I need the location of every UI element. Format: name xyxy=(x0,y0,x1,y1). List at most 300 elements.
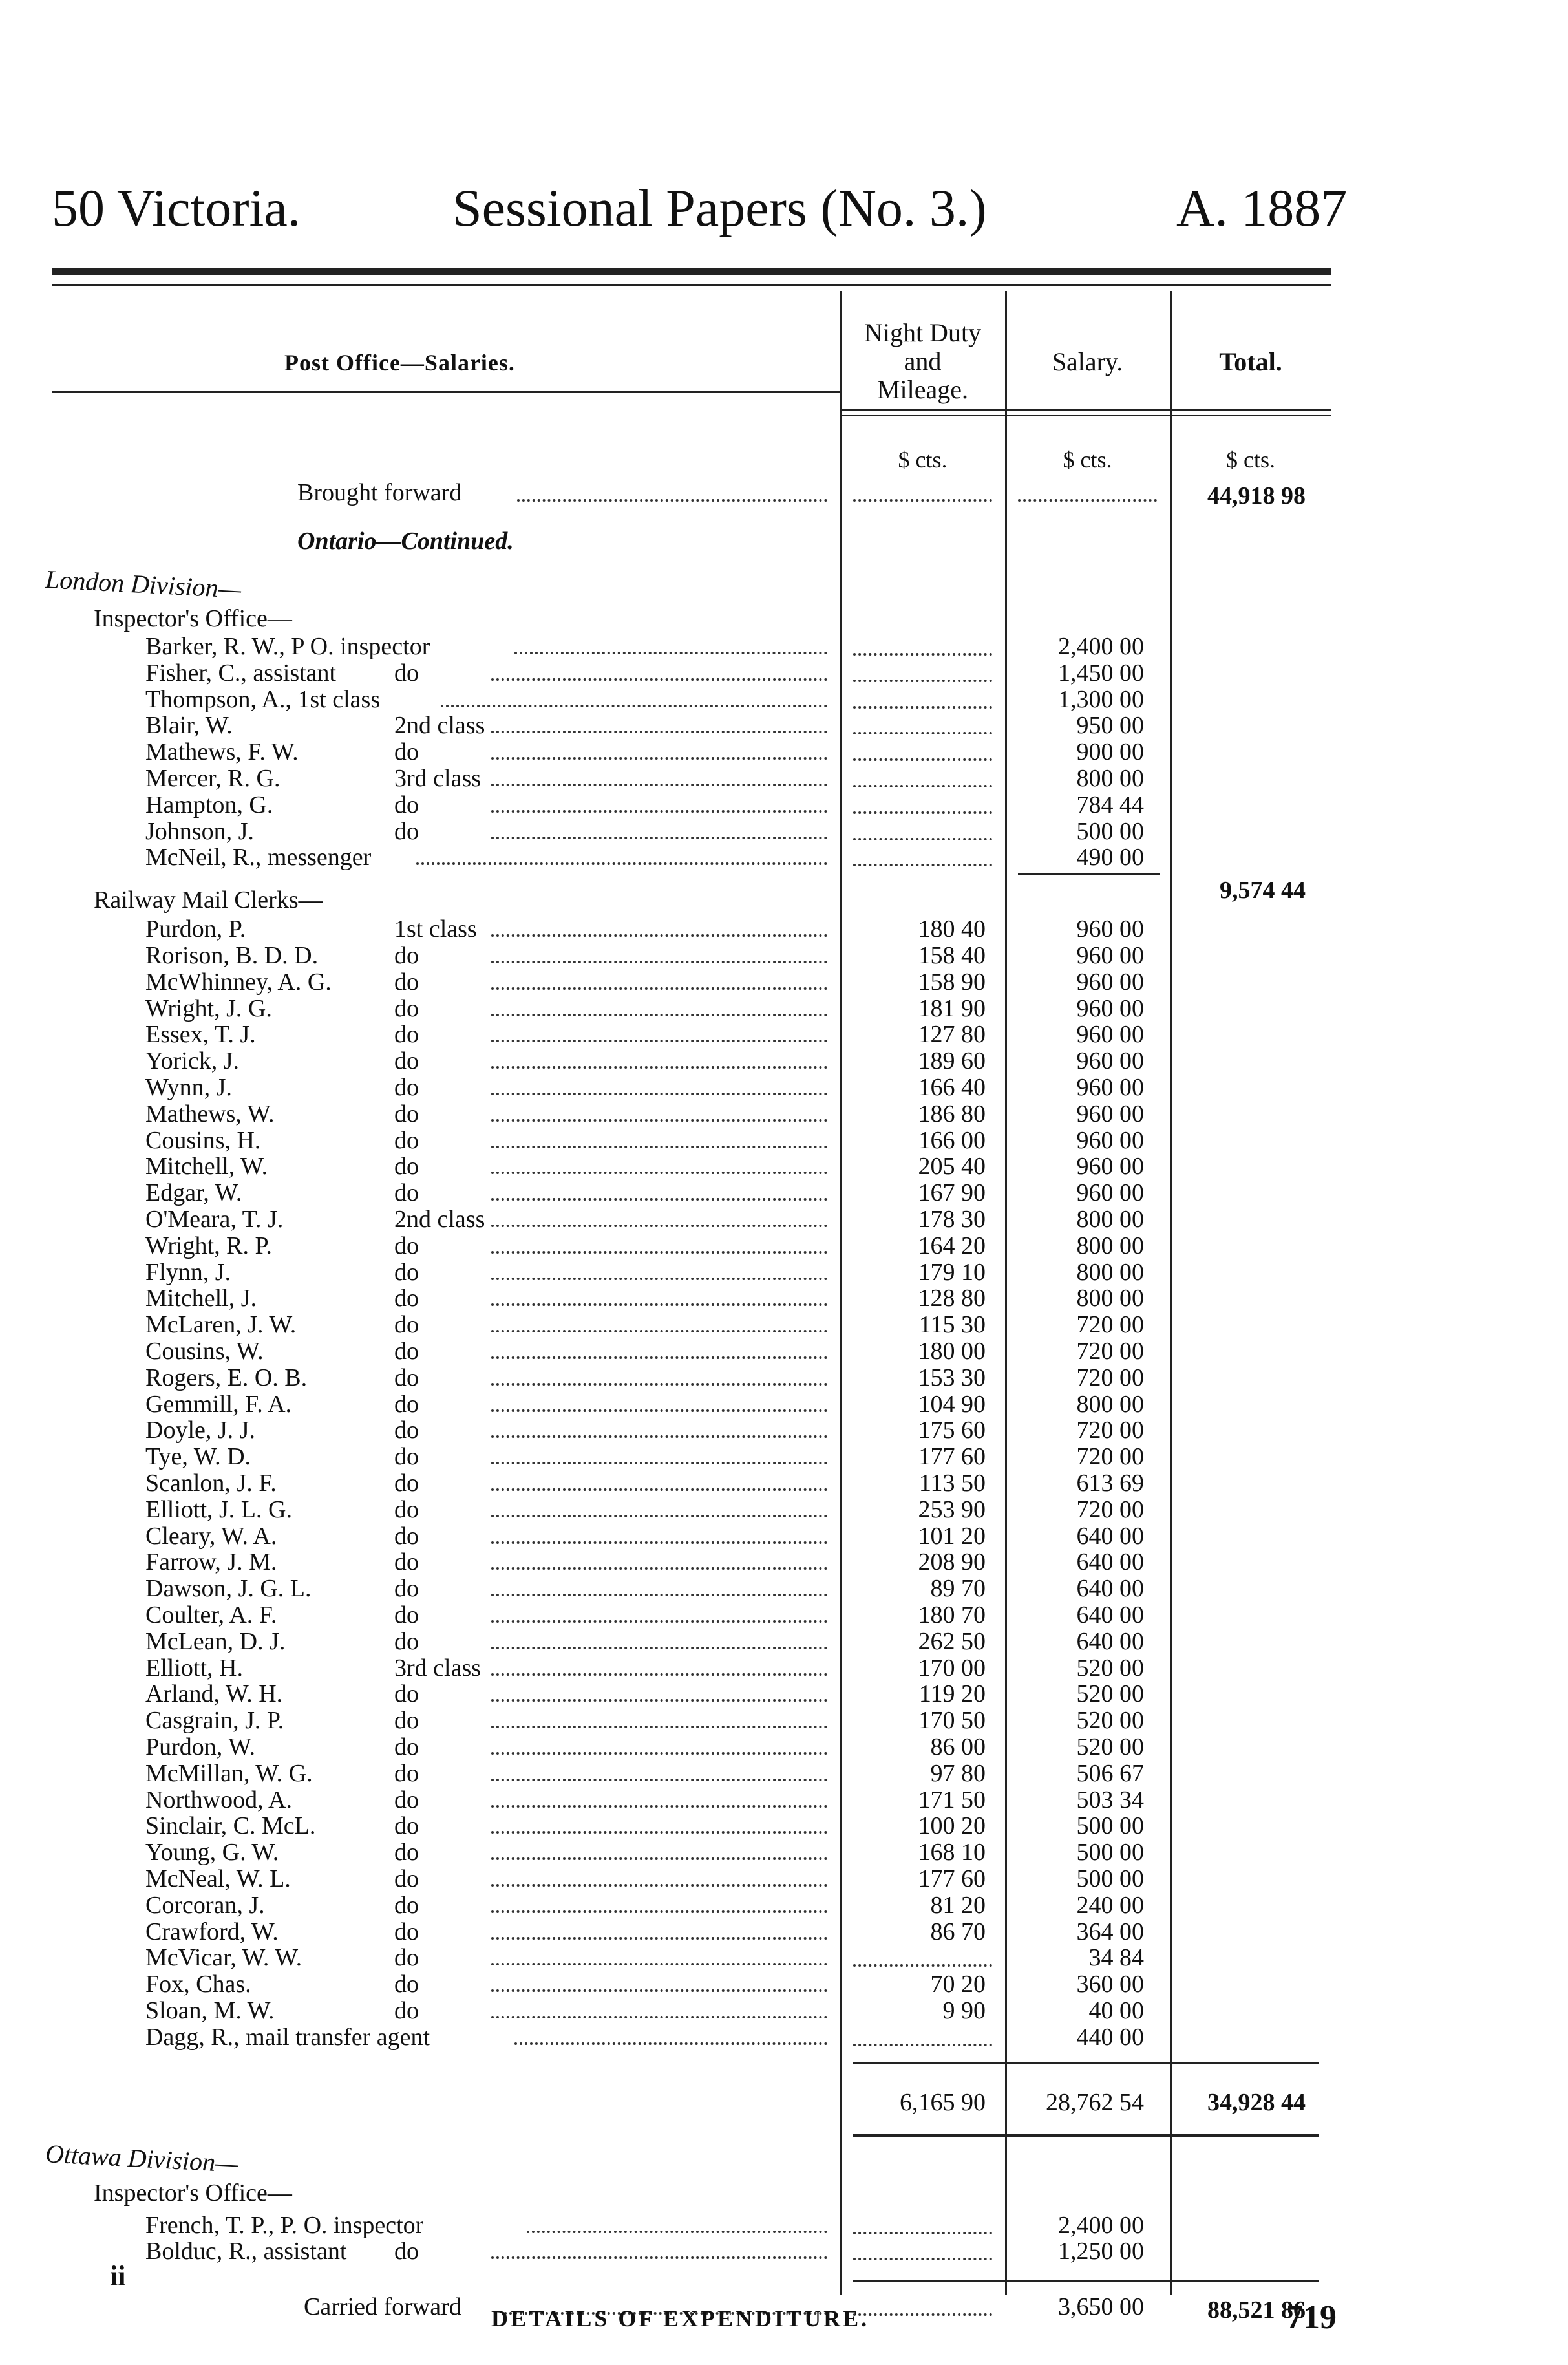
row-name: Mitchell, W. xyxy=(145,1153,268,1181)
leader-dots xyxy=(853,680,992,682)
salary-amount: 506 67 xyxy=(1076,1759,1144,1787)
salary-amount: 520 00 xyxy=(1076,1680,1144,1708)
row-grade: do xyxy=(394,1601,419,1629)
leader-dots xyxy=(491,1594,827,1596)
salary-amount: 960 00 xyxy=(1076,1021,1144,1049)
row-grade: 3rd class xyxy=(394,1654,482,1682)
row-name: Purdon, W. xyxy=(145,1733,255,1760)
leader-dots xyxy=(491,1172,827,1174)
footer-center: DETAILS OF EXPENDITURE. xyxy=(491,2306,870,2331)
total-amount: 34,928 44 xyxy=(1207,2088,1306,2116)
night-amount: 89 70 xyxy=(930,1575,986,1603)
column-rule xyxy=(1005,291,1007,2295)
row-grade: do xyxy=(394,1100,419,1128)
row-grade: do xyxy=(394,942,419,969)
night-amount: 208 90 xyxy=(918,1548,986,1576)
row-name: Mitchell, J. xyxy=(145,1285,257,1312)
row-name: Hampton, G. xyxy=(145,791,273,819)
row-grade: do xyxy=(394,1443,419,1471)
night-amount: 86 00 xyxy=(930,1733,986,1760)
salary-amount: 960 00 xyxy=(1076,1153,1144,1181)
salary-amount: 960 00 xyxy=(1076,1100,1144,1128)
leader-dots xyxy=(491,1726,827,1728)
row-name: Johnson, J. xyxy=(145,817,254,845)
row-grade: do xyxy=(394,1074,419,1101)
row-grade: do xyxy=(394,1364,419,1391)
salary-amount: 960 00 xyxy=(1076,942,1144,969)
night-amount: 128 80 xyxy=(918,1285,986,1312)
row-grade: do xyxy=(394,1047,419,1075)
leader-dots xyxy=(491,837,827,839)
carried-rule xyxy=(853,2280,1319,2282)
salary-amount: 503 34 xyxy=(1076,1786,1144,1814)
province-heading: Ontario—Continued. xyxy=(297,528,514,555)
header-right: A. 1887 xyxy=(1176,178,1348,237)
row-name: McLean, D. J. xyxy=(145,1627,286,1655)
leader-dots xyxy=(491,784,827,786)
salary-amount: 784 44 xyxy=(1076,791,1144,819)
night-amount: 97 80 xyxy=(930,1759,986,1787)
header-rule-thick xyxy=(52,268,1331,275)
leader-dots xyxy=(491,1330,827,1332)
salary-amount: 960 00 xyxy=(1076,968,1144,996)
night-amount: 9 90 xyxy=(942,1997,986,2024)
salary-amount: 640 00 xyxy=(1076,1548,1144,1576)
row-grade: do xyxy=(394,1179,419,1207)
night-amount: 180 40 xyxy=(918,915,986,943)
salary-amount: 2,400 00 xyxy=(1058,2211,1144,2239)
units-label: $ cts. xyxy=(1226,447,1275,473)
salary-amount: 364 00 xyxy=(1076,1918,1144,1945)
row-name: Cousins, W. xyxy=(145,1338,264,1365)
row-name: McWhinney, A. G. xyxy=(145,968,332,996)
night-amount: 179 10 xyxy=(918,1258,986,1286)
night-amount: 180 00 xyxy=(918,1338,986,1365)
col-head-night-duty: Mileage. xyxy=(876,375,969,404)
night-amount: 167 90 xyxy=(918,1179,986,1207)
leader-dots xyxy=(491,1146,827,1148)
row-grade: do xyxy=(394,1548,419,1576)
leader-dots xyxy=(491,1673,827,1676)
row-name: Rogers, E. O. B. xyxy=(145,1364,308,1391)
row-name: Farrow, J. M. xyxy=(145,1548,277,1576)
row-name: Wynn, J. xyxy=(145,1074,232,1101)
row-grade: do xyxy=(394,1680,419,1708)
leader-dots xyxy=(491,987,827,990)
night-amount: 158 90 xyxy=(918,968,986,996)
night-amount: 178 30 xyxy=(918,1206,986,1233)
night-amount: 166 00 xyxy=(918,1126,986,1154)
night-amount: 177 60 xyxy=(918,1865,986,1892)
salary-amount: 520 00 xyxy=(1076,1654,1144,1682)
leader-dots xyxy=(491,1779,827,1781)
row-grade: do xyxy=(394,1232,419,1259)
row-name: Mathews, W. xyxy=(145,1100,275,1128)
row-grade: do xyxy=(394,1311,419,1339)
night-amount: 100 20 xyxy=(918,1812,986,1840)
night-amount: 189 60 xyxy=(918,1047,986,1075)
row-grade: 2nd class xyxy=(394,1206,485,1233)
row-name: Mercer, R. G. xyxy=(145,765,281,792)
salary-amount: 800 00 xyxy=(1076,1390,1144,1418)
row-grade: do xyxy=(394,1470,419,1497)
total-amount: 88,521 86 xyxy=(1207,2296,1306,2324)
salary-amount: 2,400 00 xyxy=(1058,633,1144,660)
leader-dots xyxy=(491,810,827,813)
row-name: Elliott, J. L. G. xyxy=(145,1495,292,1523)
leader-dots xyxy=(491,1620,827,1623)
leader-dots xyxy=(491,1409,827,1412)
night-amount: 186 80 xyxy=(918,1100,986,1128)
leader-dots xyxy=(853,2258,992,2260)
night-amount: 166 40 xyxy=(918,1074,986,1101)
salary-amount: 800 00 xyxy=(1076,1206,1144,1233)
total-amount: 9,574 44 xyxy=(1220,877,1306,904)
night-amount: 104 90 xyxy=(918,1390,986,1418)
row-grade: do xyxy=(394,1707,419,1735)
row-grade: do xyxy=(394,1865,419,1892)
row-name: Thompson, A., 1st class xyxy=(145,685,381,713)
leader-dots xyxy=(416,862,827,865)
row-grade: do xyxy=(394,817,419,845)
leader-dots xyxy=(491,1278,827,1280)
salary-amount: 40 00 xyxy=(1088,1997,1144,2024)
leader-dots xyxy=(1018,499,1157,502)
row-name: Rorison, B. D. D. xyxy=(145,942,319,969)
leader-dots xyxy=(491,1831,827,1834)
row-grade: 1st class xyxy=(394,915,477,943)
footer-right: 719 xyxy=(1286,2299,1337,2336)
row-grade: do xyxy=(394,1627,419,1655)
row-name: Dagg, R., mail transfer agent xyxy=(145,2023,430,2051)
row-grade: do xyxy=(394,1733,419,1760)
row-name: Wright, R. P. xyxy=(145,1232,272,1259)
row-name: Wright, J. G. xyxy=(145,994,272,1022)
salary-amount: 960 00 xyxy=(1076,994,1144,1022)
division-heading-london: London Division— xyxy=(45,564,242,604)
leader-dots xyxy=(491,1119,827,1122)
leader-dots xyxy=(853,706,992,709)
row-grade: do xyxy=(394,1918,419,1945)
head-underline-2 xyxy=(840,415,1331,416)
header-rule-thin xyxy=(52,284,1331,286)
salary-amount: 800 00 xyxy=(1076,1285,1144,1312)
row-name: Essex, T. J. xyxy=(145,1021,256,1049)
row-grade: do xyxy=(394,659,419,687)
leader-dots xyxy=(491,1093,827,1095)
salary-amount: 640 00 xyxy=(1076,1627,1144,1655)
salary-amount: 1,300 00 xyxy=(1058,685,1144,713)
total-rule-double xyxy=(853,2134,1319,2137)
salary-amount: 240 00 xyxy=(1076,1891,1144,1919)
row-name: Fisher, C., assistant xyxy=(145,659,337,687)
office-heading: Inspector's Office— xyxy=(94,605,292,632)
night-amount: 70 20 xyxy=(930,1971,986,1998)
salary-amount: 28,762 54 xyxy=(1046,2088,1144,2116)
night-amount: 127 80 xyxy=(918,1021,986,1049)
column-rule xyxy=(840,291,842,2295)
row-grade: do xyxy=(394,1891,419,1919)
leader-dots xyxy=(491,678,827,681)
leader-dots xyxy=(491,1515,827,1517)
salary-amount: 520 00 xyxy=(1076,1733,1144,1760)
salary-amount: 960 00 xyxy=(1076,1126,1144,1154)
night-amount: 115 30 xyxy=(918,1311,986,1339)
salary-amount: 500 00 xyxy=(1076,1812,1144,1840)
salary-amount: 640 00 xyxy=(1076,1522,1144,1550)
row-name: O'Meara, T. J. xyxy=(145,1206,284,1233)
leader-dots xyxy=(491,1541,827,1544)
leader-dots xyxy=(853,2044,992,2046)
leader-dots xyxy=(491,1752,827,1755)
row-name: Fox, Chas. xyxy=(145,1971,251,1998)
row-name: Edgar, W. xyxy=(145,1179,242,1207)
leader-dots xyxy=(491,1937,827,1940)
row-name: French, T. P., P. O. inspector xyxy=(145,2211,424,2239)
leader-dots xyxy=(491,961,827,963)
night-amount: 181 90 xyxy=(918,994,986,1022)
row-name: Dawson, J. G. L. xyxy=(145,1575,312,1603)
night-amount: 6,165 90 xyxy=(900,2088,986,2116)
night-amount: 262 50 xyxy=(918,1627,986,1655)
row-grade: do xyxy=(394,1786,419,1814)
leader-dots xyxy=(491,757,827,760)
salary-amount: 500 00 xyxy=(1076,817,1144,845)
leader-dots xyxy=(491,1303,827,1306)
salary-amount: 500 00 xyxy=(1076,1865,1144,1892)
leader-dots xyxy=(491,1910,827,1913)
night-amount: 177 60 xyxy=(918,1443,986,1471)
col-head-night-duty: and xyxy=(904,347,942,376)
row-name: Arland, W. H. xyxy=(145,1680,283,1708)
row-name: Sinclair, C. McL. xyxy=(145,1812,316,1840)
row-name: Scanlon, J. F. xyxy=(145,1470,277,1497)
row-name: Corcoran, J. xyxy=(145,1891,265,1919)
row-grade: 3rd class xyxy=(394,765,482,792)
footer-left: ii xyxy=(110,2260,126,2292)
header-center: Sessional Papers (No. 3.) xyxy=(452,178,987,237)
row-grade: do xyxy=(394,1021,419,1049)
salary-amount: 720 00 xyxy=(1076,1417,1144,1444)
salary-amount: 960 00 xyxy=(1076,1074,1144,1101)
clerks-heading: Railway Mail Clerks— xyxy=(94,886,323,914)
leader-dots xyxy=(491,1066,827,1069)
night-amount: 205 40 xyxy=(918,1153,986,1181)
column-rule xyxy=(1170,291,1172,2295)
row-name: Cleary, W. A. xyxy=(145,1522,277,1550)
row-name: Mathews, F. W. xyxy=(145,738,299,766)
row-name: Doyle, J. J. xyxy=(145,1417,255,1444)
row-grade: do xyxy=(394,1944,419,1972)
leader-dots xyxy=(491,934,827,937)
row-grade: do xyxy=(394,1153,419,1181)
row-grade: do xyxy=(394,738,419,766)
units-label: $ cts. xyxy=(898,447,948,473)
row-name: Elliott, H. xyxy=(145,1654,243,1682)
row-name: McVicar, W. W. xyxy=(145,1944,302,1972)
leader-dots xyxy=(491,1963,827,1965)
row-name: Purdon, P. xyxy=(145,915,246,943)
salary-amount: 960 00 xyxy=(1076,1047,1144,1075)
night-amount: 168 10 xyxy=(918,1839,986,1867)
header-left: 50 Victoria. xyxy=(52,178,301,237)
col-head-salary: Salary. xyxy=(1052,347,1123,376)
leader-dots xyxy=(853,2232,992,2234)
row-name: Bolduc, R., assistant xyxy=(145,2238,347,2265)
leader-dots xyxy=(853,2313,992,2316)
row-grade: do xyxy=(394,1522,419,1550)
row-grade: 2nd class xyxy=(394,712,485,740)
leader-dots xyxy=(853,811,992,814)
col-head-total: Total. xyxy=(1219,347,1282,376)
leader-dots xyxy=(491,1356,827,1359)
row-name: Northwood, A. xyxy=(145,1786,292,1814)
row-name: Yorick, J. xyxy=(145,1047,240,1075)
carried-forward-label: Carried forward xyxy=(304,2293,461,2321)
salary-amount: 440 00 xyxy=(1076,2023,1144,2051)
row-grade: do xyxy=(394,1417,419,1444)
salary-amount: 720 00 xyxy=(1076,1495,1144,1523)
salary-amount: 960 00 xyxy=(1076,1179,1144,1207)
leader-dots xyxy=(853,864,992,866)
division-heading-ottawa: Ottawa Division— xyxy=(45,2138,239,2178)
row-name: Gemmill, F. A. xyxy=(145,1390,292,1418)
night-amount: 113 50 xyxy=(918,1470,986,1497)
salary-amount: 800 00 xyxy=(1076,1232,1144,1259)
title-underline xyxy=(52,391,840,393)
leader-dots xyxy=(491,1435,827,1438)
night-amount: 170 00 xyxy=(918,1654,986,1682)
salary-amount: 640 00 xyxy=(1076,1575,1144,1603)
row-name: Cousins, H. xyxy=(145,1126,261,1154)
row-name: Coulter, A. F. xyxy=(145,1601,277,1629)
row-name: Sloan, M. W. xyxy=(145,1997,275,2024)
night-amount: 86 70 xyxy=(930,1918,986,1945)
units-label: $ cts. xyxy=(1063,447,1112,473)
row-grade: do xyxy=(394,968,419,996)
row-name: Tye, W. D. xyxy=(145,1443,251,1471)
brought-forward-label: Brought forward xyxy=(297,479,462,506)
salary-amount: 720 00 xyxy=(1076,1338,1144,1365)
leader-dots xyxy=(853,838,992,840)
night-amount: 101 20 xyxy=(918,1522,986,1550)
leader-dots xyxy=(491,1251,827,1254)
leader-dots xyxy=(491,1884,827,1887)
salary-amount: 800 00 xyxy=(1076,765,1144,792)
leader-dots xyxy=(491,1857,827,1860)
salary-amount: 360 00 xyxy=(1076,1971,1144,1998)
salary-amount: 490 00 xyxy=(1076,844,1144,872)
leader-dots xyxy=(491,1040,827,1042)
leader-dots xyxy=(491,1647,827,1649)
leader-dots xyxy=(491,2256,827,2259)
col-head-night-duty: Night Duty xyxy=(863,318,982,347)
row-grade: do xyxy=(394,2238,419,2265)
night-amount: 153 30 xyxy=(918,1364,986,1391)
row-name: Crawford, W. xyxy=(145,1918,279,1945)
row-name: Casgrain, J. P. xyxy=(145,1707,284,1735)
leader-dots xyxy=(491,1225,827,1227)
leader-dots xyxy=(853,1964,992,1967)
leader-dots xyxy=(491,1462,827,1464)
salary-amount: 720 00 xyxy=(1076,1443,1144,1471)
leader-dots xyxy=(853,758,992,761)
row-name: McNeil, R., messenger xyxy=(145,844,372,872)
row-grade: do xyxy=(394,1971,419,1998)
leader-dots xyxy=(491,731,827,733)
salary-amount: 960 00 xyxy=(1076,915,1144,943)
row-name: Flynn, J. xyxy=(145,1258,231,1286)
leader-dots xyxy=(491,1805,827,1808)
leader-dots xyxy=(491,1488,827,1491)
leader-dots xyxy=(491,1989,827,1992)
row-grade: do xyxy=(394,1338,419,1365)
night-amount: 170 50 xyxy=(918,1707,986,1735)
leader-dots xyxy=(491,1014,827,1016)
leader-dots xyxy=(514,652,827,654)
night-amount: 253 90 xyxy=(918,1495,986,1523)
row-grade: do xyxy=(394,1258,419,1286)
leader-dots xyxy=(853,653,992,656)
night-amount: 171 50 xyxy=(918,1786,986,1814)
salary-amount: 520 00 xyxy=(1076,1707,1144,1735)
leader-dots xyxy=(491,1567,827,1570)
leader-dots xyxy=(441,705,827,707)
row-grade: do xyxy=(394,994,419,1022)
row-name: McNeal, W. L. xyxy=(145,1865,291,1892)
leader-dots xyxy=(491,2016,827,2018)
leader-dots xyxy=(527,2231,827,2233)
total-amount: 44,918 98 xyxy=(1207,482,1306,509)
row-grade: do xyxy=(394,1390,419,1418)
row-name: McMillan, W. G. xyxy=(145,1759,313,1787)
row-grade: do xyxy=(394,1997,419,2024)
office-heading: Inspector's Office— xyxy=(94,2179,292,2207)
leader-dots xyxy=(514,2042,827,2045)
salary-amount: 1,450 00 xyxy=(1058,659,1144,687)
night-amount: 164 20 xyxy=(918,1232,986,1259)
leader-dots xyxy=(853,785,992,787)
night-amount: 175 60 xyxy=(918,1417,986,1444)
salary-amount: 613 69 xyxy=(1076,1470,1144,1497)
salary-amount: 1,250 00 xyxy=(1058,2238,1144,2265)
row-grade: do xyxy=(394,1839,419,1867)
leader-dots xyxy=(517,499,827,502)
row-name: Barker, R. W., P O. inspector xyxy=(145,633,430,660)
leader-dots xyxy=(491,1383,827,1386)
row-name: McLaren, J. W. xyxy=(145,1311,297,1339)
salary-amount: 500 00 xyxy=(1076,1839,1144,1867)
night-amount: 180 70 xyxy=(918,1601,986,1629)
row-grade: do xyxy=(394,1126,419,1154)
salary-amount: 800 00 xyxy=(1076,1258,1144,1286)
salary-amount: 720 00 xyxy=(1076,1364,1144,1391)
salary-amount: 3,650 00 xyxy=(1058,2293,1144,2321)
leader-dots xyxy=(853,499,992,502)
salary-amount: 34 84 xyxy=(1088,1944,1144,1972)
salary-amount: 720 00 xyxy=(1076,1311,1144,1339)
row-grade: do xyxy=(394,1495,419,1523)
subtotal-rule xyxy=(1018,873,1160,875)
row-name: Young, G. W. xyxy=(145,1839,279,1867)
row-grade: do xyxy=(394,1812,419,1840)
night-amount: 81 20 xyxy=(930,1891,986,1919)
head-underline xyxy=(840,409,1331,411)
salary-amount: 640 00 xyxy=(1076,1601,1144,1629)
night-amount: 158 40 xyxy=(918,942,986,969)
leader-dots xyxy=(491,1699,827,1702)
row-name: Blair, W. xyxy=(145,712,233,740)
